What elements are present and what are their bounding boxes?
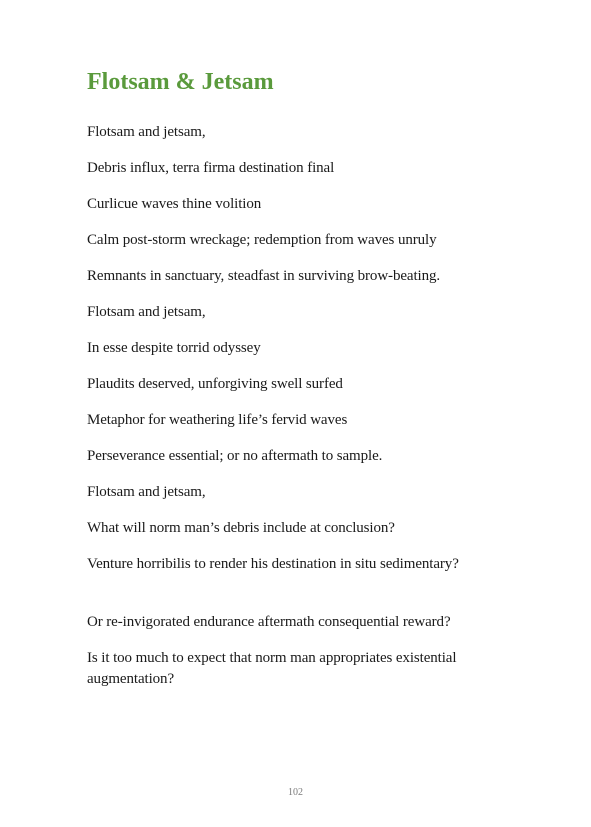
page-number: 102 xyxy=(288,787,303,798)
poem-line-9: Metaphor for weathering life’s fervid waves xyxy=(87,412,348,428)
poem-line-1: Flotsam and jetsam, xyxy=(87,124,206,140)
poem-title: Flotsam & Jetsam xyxy=(87,69,274,95)
poem-line-12: What will norm man’s debris include at conclusion? xyxy=(87,520,395,536)
poem-line-4: Calm post-storm wreckage; redemption from waves unruly xyxy=(87,232,437,248)
poem-line-14: Or re-invigorated endurance aftermath consequential reward? xyxy=(87,614,451,630)
poem-line-6: Flotsam and jetsam, xyxy=(87,304,206,320)
poem-line-13: Venture horribilis to render his destination in situ sedimentary? xyxy=(87,556,459,572)
poem-line-7: In esse despite torrid odyssey xyxy=(87,340,261,356)
poem-line-3: Curlicue waves thine volition xyxy=(87,196,262,212)
poem-line-5: Remnants in sanctuary, steadfast in surviving brow-beating. xyxy=(87,268,441,284)
poem-line-15: Is it too much to expect that norm man appropriates existential augmentation? xyxy=(87,650,457,687)
poem-line-10: Perseverance essential; or no aftermath to sample. xyxy=(87,448,383,464)
poem-line-2: Debris influx, terra firma destination final xyxy=(87,160,335,176)
poem-line-8: Plaudits deserved, unforgiving swell surfed xyxy=(87,376,343,392)
poem-line-11: Flotsam and jetsam, xyxy=(87,484,206,500)
